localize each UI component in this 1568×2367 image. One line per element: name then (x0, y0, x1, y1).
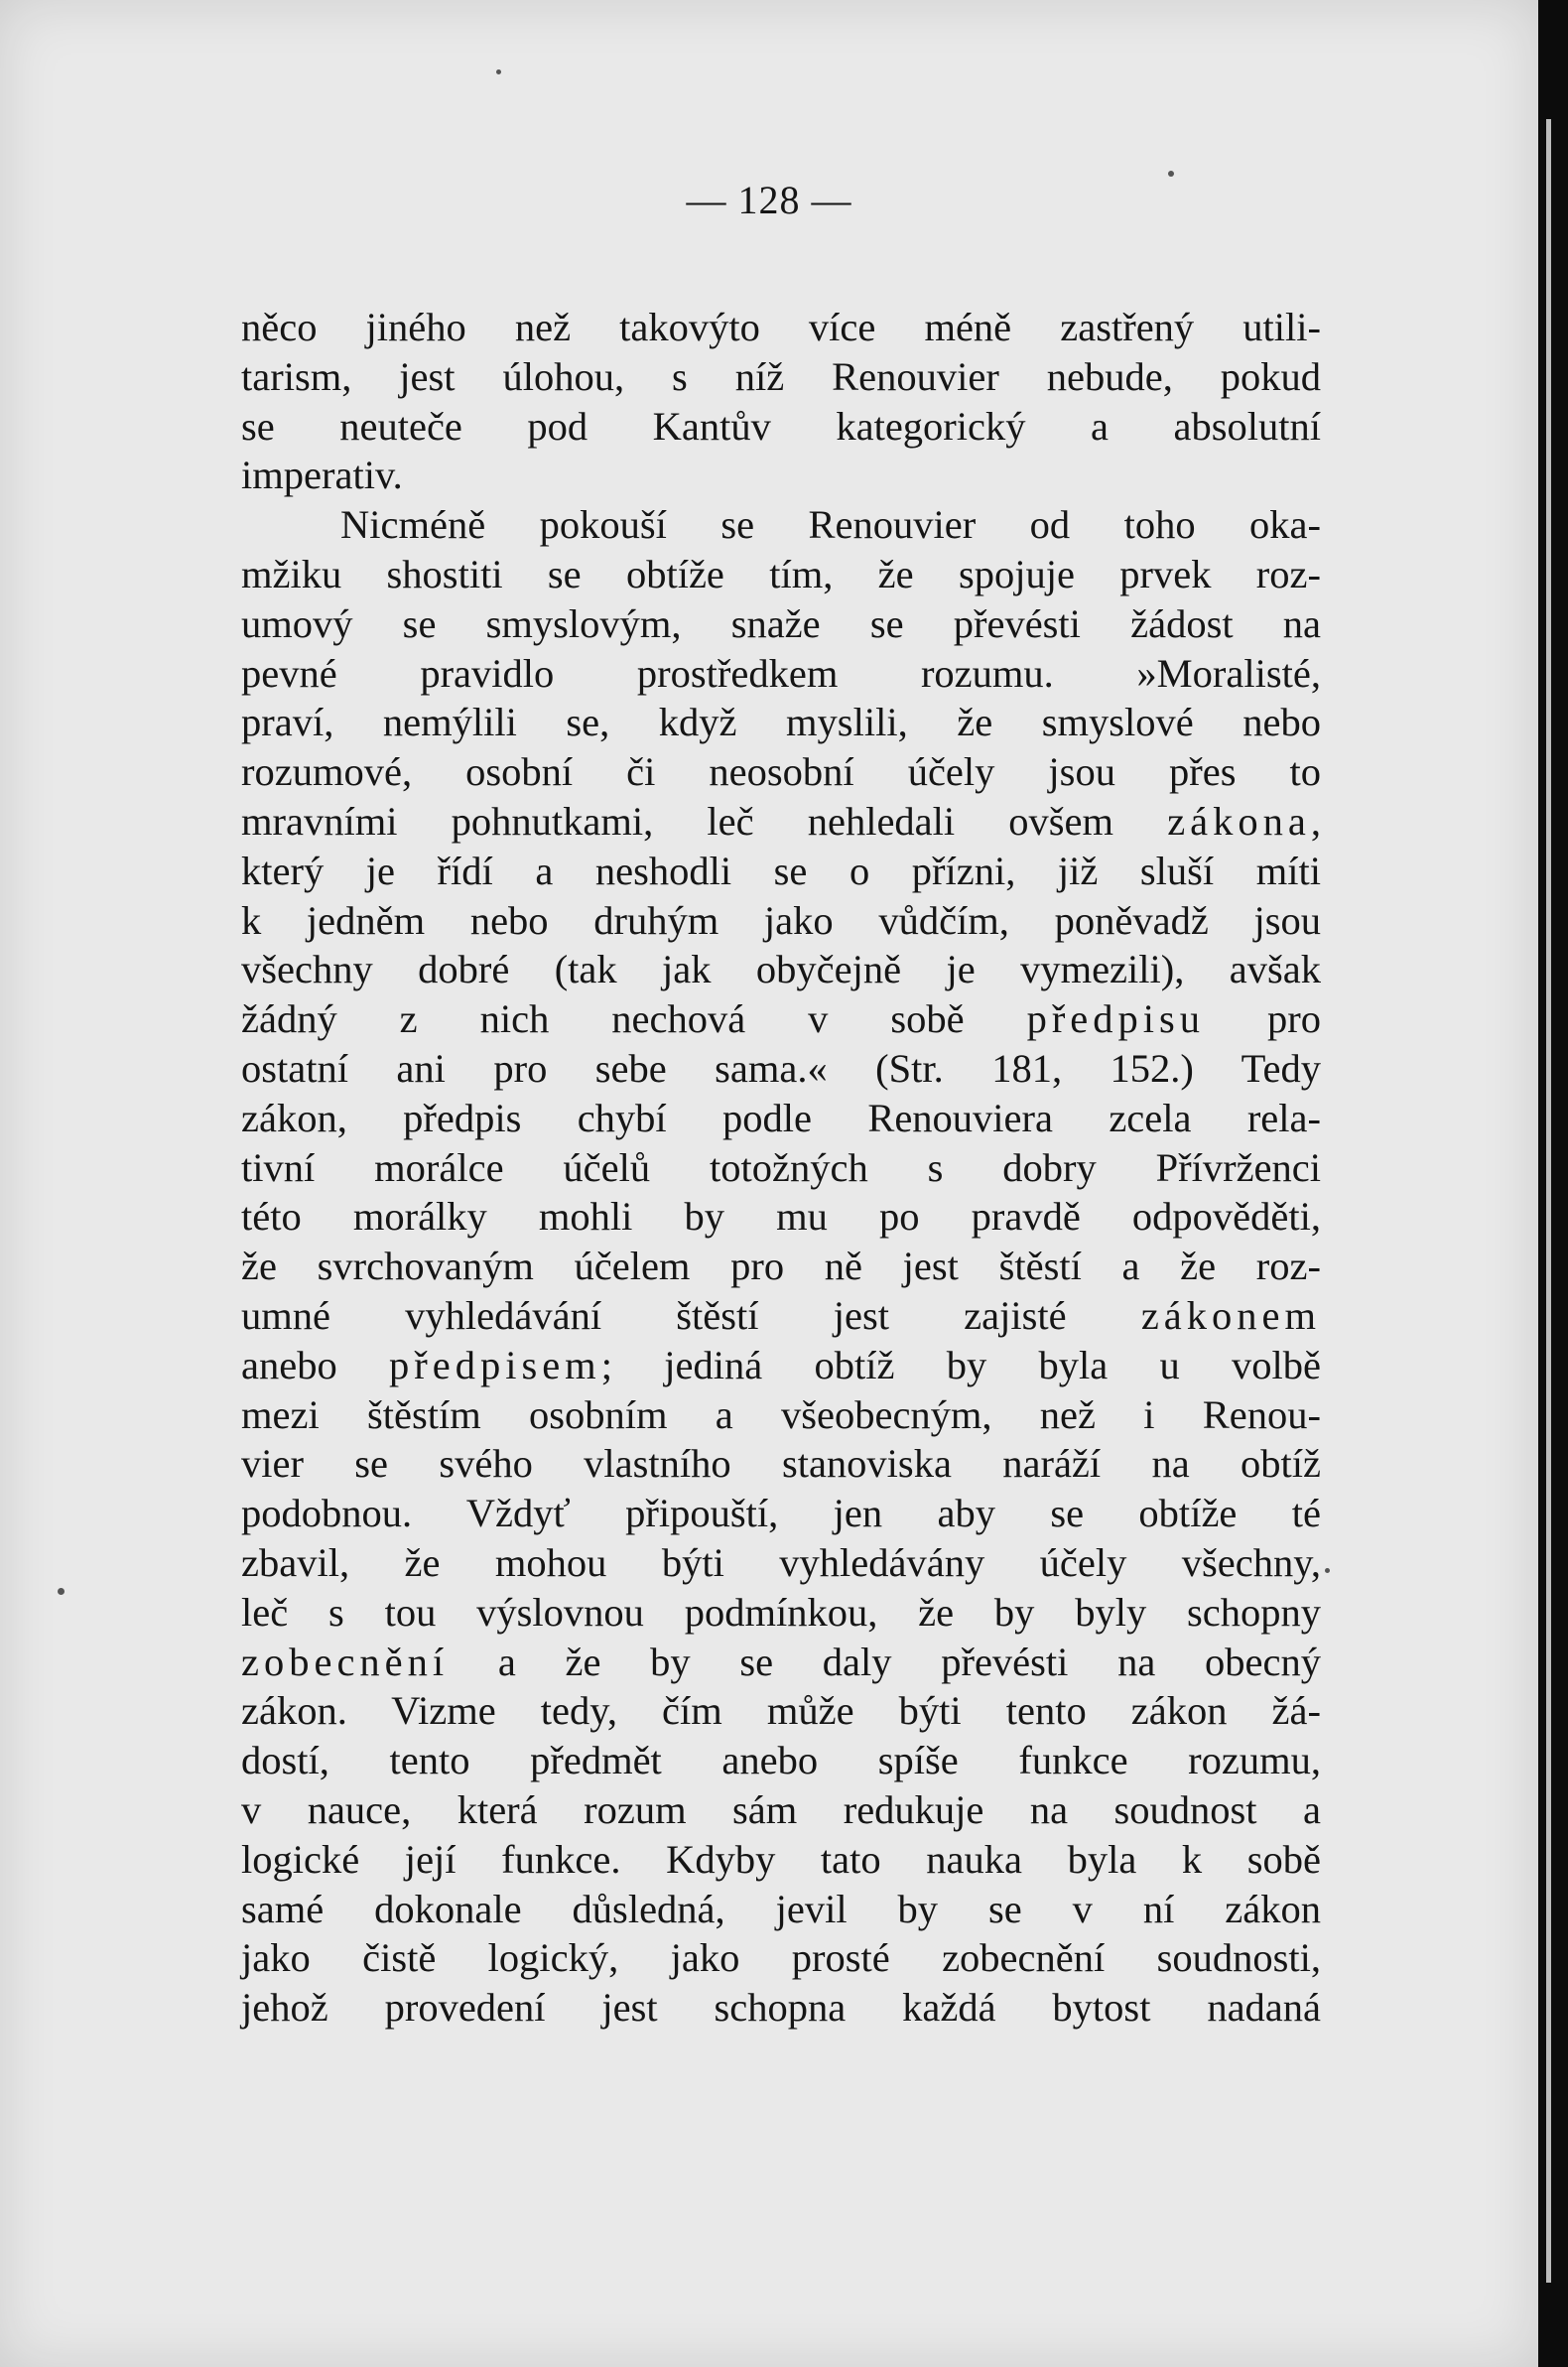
text-line: zákon. Vizme tedy, čím může býti tento zákon žá- (241, 1688, 1321, 1734)
scan-speck (496, 69, 501, 74)
text-line: pevné pravidlo prostředkem rozumu. »Moralisté, (241, 650, 1321, 696)
text-line: vier se svého vlastního stanoviska naráží na obtíž (241, 1441, 1321, 1487)
text-line: ostatní ani pro sebe sama.« (Str. 181, 152.) Tedy (241, 1045, 1321, 1091)
text-line: mezi štěstím osobním a všeobecným, než i Renou- (241, 1391, 1321, 1437)
text-line: Nicméně pokouší se Renouvier od toho oka- (340, 502, 1321, 548)
spaced-emphasis: zákona (1167, 798, 1311, 844)
scan-speck (1168, 171, 1174, 177)
text-line: této morálky mohli by mu po pravdě odpověděti, (241, 1194, 1321, 1240)
body-text (241, 303, 1321, 2033)
text-line: dostí, tento předmět anebo spíše funkce rozumu, (241, 1738, 1321, 1783)
text-line: žádný z nich nechová v sobě předpisu pro (241, 996, 1321, 1042)
text-line: rozumové, osobní či neosobní účely jsou přes to (241, 749, 1321, 795)
text-line: logické její funkce. Kdyby tato nauka byla k sobě (241, 1836, 1321, 1882)
page-edge-shadow (1538, 0, 1568, 2367)
page-edge-line (1546, 119, 1551, 2283)
text-line: jehož provedení jest schopna každá bytost nadaná (241, 1985, 1321, 2031)
text-line: umový se smyslovým, snaže se převésti žádost na (241, 600, 1321, 646)
spaced-emphasis: zákonem (1140, 1292, 1321, 1338)
text-line: zbavil, že mohou býti vyhledávány účely všechny, (241, 1539, 1321, 1585)
spaced-emphasis: předpisem (388, 1342, 601, 1387)
scan-speck (1325, 1568, 1330, 1573)
text-line: všechny dobré (tak jak obyčejně je vymezili), avšak (241, 947, 1321, 992)
text-line: leč s tou výslovnou podmínkou, že by byly schopny (241, 1589, 1321, 1635)
spaced-emphasis: předpisu (1026, 996, 1206, 1042)
text-line: mžiku shostiti se obtíže tím, že spojuje prvek roz- (241, 551, 1321, 596)
scan-speck (58, 1588, 65, 1595)
text-line: tivní morálce účelů totožných s dobry Přívrženci (241, 1144, 1321, 1190)
text-line: podobnou. Vždyť připouští, jen aby se obtíže té (241, 1491, 1321, 1536)
text-line: tarism, jest úlohou, s níž Renouvier nebude, pokud (241, 353, 1321, 399)
text-line: něco jiného než takovýto více méně zastřený utili- (241, 305, 1321, 349)
text-line: zákon, předpis chybí podle Renouviera zcela rela- (241, 1095, 1321, 1140)
spaced-emphasis: zobecnění (241, 1639, 450, 1684)
text-line: imperativ. (241, 453, 403, 498)
text-line: anebo předpisem; jediná obtíž by byla u volbě (241, 1342, 1321, 1387)
page-number: — 128 — (686, 178, 852, 222)
text-line: praví, nemýlili se, když myslili, že smyslové nebo (241, 700, 1321, 745)
text-line: že svrchovaným účelem pro ně jest štěstí a že roz- (241, 1244, 1321, 1289)
text-line: samé dokonale důsledná, jevil by se v ní zákon (241, 1886, 1321, 1931)
text-line: k jedněm nebo druhým jako vůdčím, poněvadž jsou (241, 897, 1321, 943)
text-line: jako čistě logický, jako prosté zobecnění soudnosti, (241, 1935, 1321, 1981)
text-line: se neuteče pod Kantův kategorický a absolutní (241, 403, 1321, 449)
text-line: mravními pohnutkami, leč nehledali ovšem zákona, (241, 798, 1321, 844)
text-line: který je řídí a neshodli se o přízni, již sluší míti (241, 848, 1321, 893)
text-line: v nauce, která rozum sám redukuje na soudnost a (241, 1786, 1321, 1832)
text-line: umné vyhledávání štěstí jest zajisté zákonem (241, 1292, 1321, 1338)
text-line: zobecnění a že by se daly převésti na obecný (241, 1639, 1321, 1684)
